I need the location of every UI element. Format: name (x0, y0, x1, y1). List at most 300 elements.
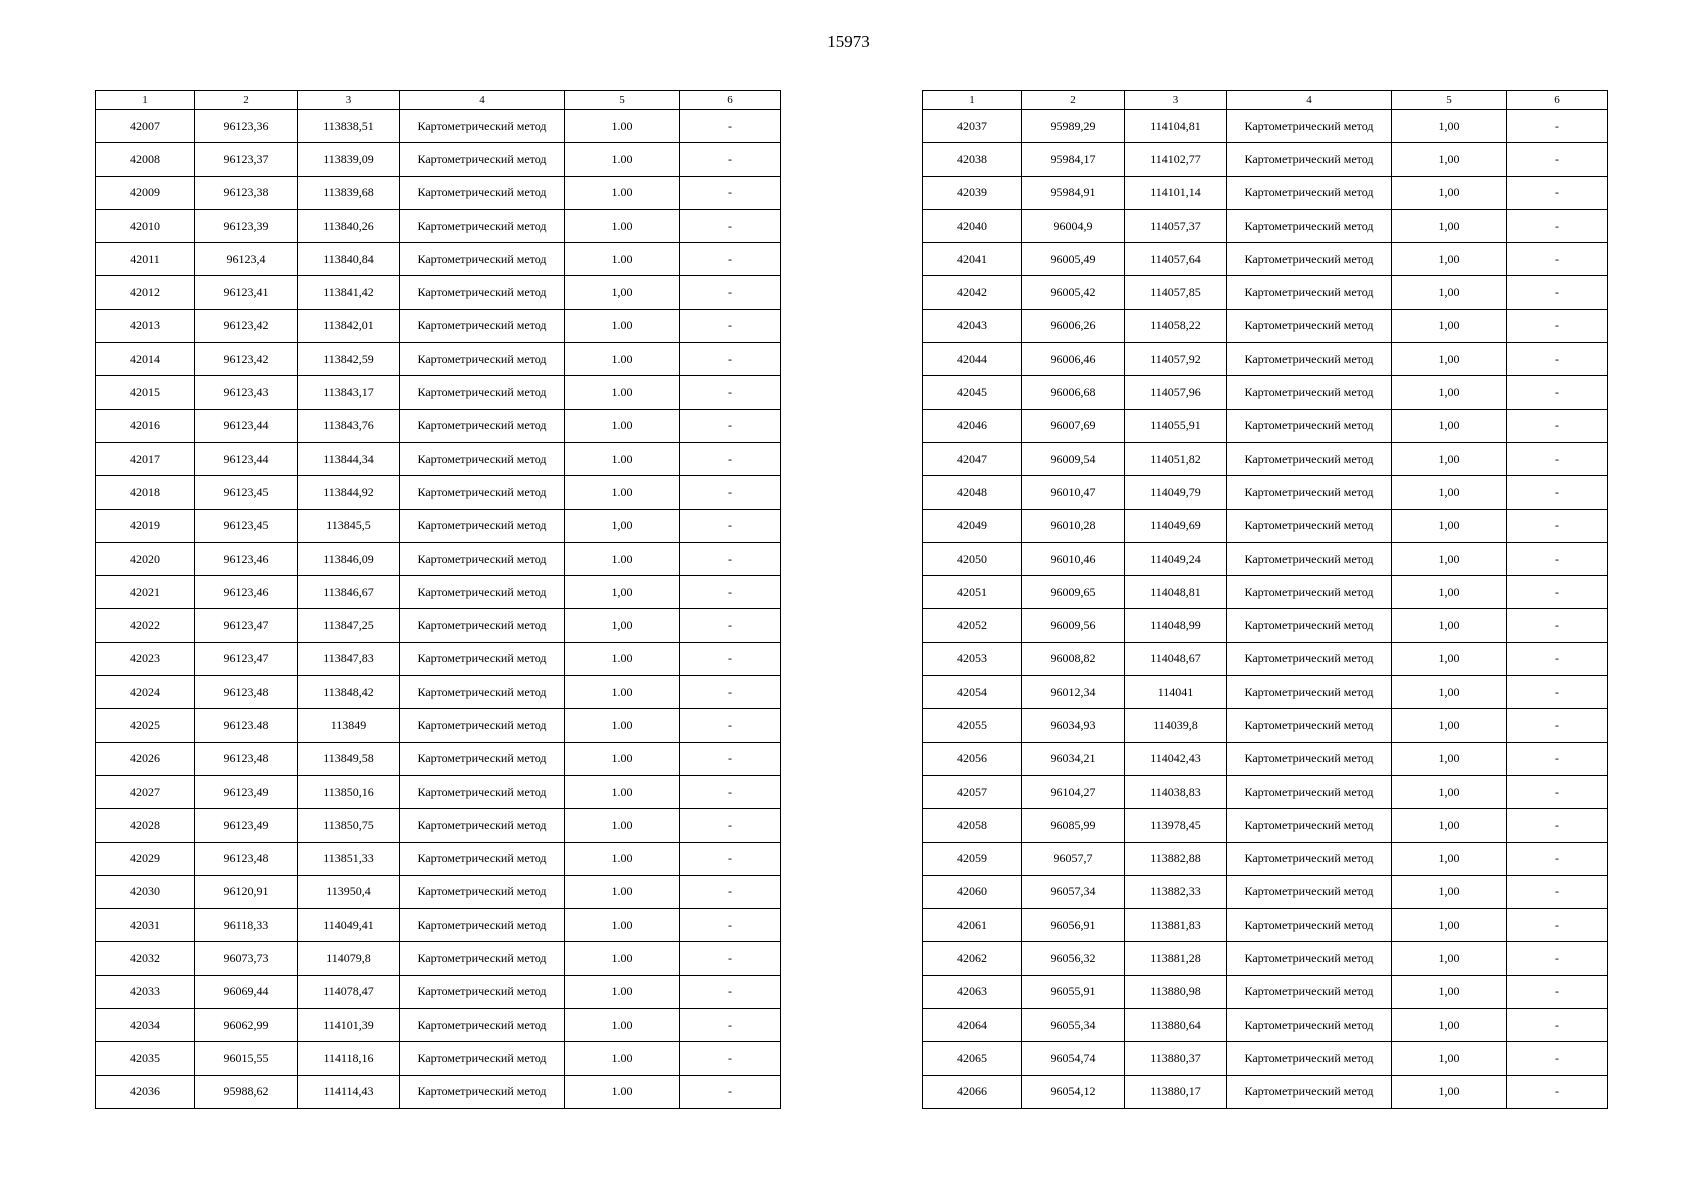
x-coordinate-cell: 96123,48 (195, 742, 298, 775)
point-number-cell: 42060 (923, 875, 1022, 908)
table-row (96, 909, 781, 942)
y-coordinate-cell: 114049,24 (1125, 542, 1227, 575)
table-row (96, 509, 781, 542)
description-cell: - (1507, 942, 1608, 975)
table-row (96, 542, 781, 575)
y-coordinate-cell: 113880,64 (1125, 1009, 1227, 1042)
x-coordinate-cell: 96009,56 (1022, 609, 1125, 642)
y-coordinate-cell: 113881,28 (1125, 942, 1227, 975)
point-number-cell: 42037 (923, 110, 1022, 143)
method-cell: Картометрический метод (400, 1042, 565, 1075)
description-cell: - (680, 442, 781, 475)
description-cell: - (1507, 409, 1608, 442)
point-number-cell: 42023 (96, 642, 195, 675)
description-cell: - (680, 909, 781, 942)
y-coordinate-cell: 114057,96 (1125, 376, 1227, 409)
accuracy-cell: 1,00 (1392, 542, 1507, 575)
x-coordinate-cell: 96123,43 (195, 376, 298, 409)
y-coordinate-cell: 113845,5 (298, 509, 400, 542)
description-cell: - (680, 642, 781, 675)
method-cell: Картометрический метод (400, 576, 565, 609)
method-cell: Картометрический метод (1227, 676, 1392, 709)
table-row (96, 442, 781, 475)
point-number-cell: 42017 (96, 442, 195, 475)
y-coordinate-cell: 113882,33 (1125, 875, 1227, 908)
y-coordinate-cell: 113849 (298, 709, 400, 742)
column-header: 6 (680, 91, 781, 110)
accuracy-cell: 1.00 (565, 1009, 680, 1042)
table-row (923, 975, 1608, 1008)
y-coordinate-cell: 114038,83 (1125, 775, 1227, 808)
point-number-cell: 42010 (96, 209, 195, 242)
column-header: 2 (1022, 91, 1125, 110)
method-cell: Картометрический метод (1227, 1009, 1392, 1042)
point-number-cell: 42045 (923, 376, 1022, 409)
accuracy-cell: 1,00 (1392, 110, 1507, 143)
table-row (96, 975, 781, 1008)
point-number-cell: 42014 (96, 343, 195, 376)
point-number-cell: 42033 (96, 975, 195, 1008)
table-row (923, 875, 1608, 908)
table-row (96, 676, 781, 709)
table-row (923, 509, 1608, 542)
y-coordinate-cell: 114057,92 (1125, 343, 1227, 376)
table-row (923, 576, 1608, 609)
y-coordinate-cell: 113950,4 (298, 875, 400, 908)
point-number-cell: 42052 (923, 609, 1022, 642)
y-coordinate-cell: 113848,42 (298, 676, 400, 709)
method-cell: Картометрический метод (1227, 576, 1392, 609)
description-cell: - (1507, 775, 1608, 808)
description-cell: - (680, 209, 781, 242)
accuracy-cell: 1,00 (1392, 576, 1507, 609)
accuracy-cell: 1,00 (1392, 609, 1507, 642)
x-coordinate-cell: 96034,93 (1022, 709, 1125, 742)
point-number-cell: 42026 (96, 742, 195, 775)
description-cell: - (680, 542, 781, 575)
point-number-cell: 42066 (923, 1075, 1022, 1108)
x-coordinate-cell: 96123,41 (195, 276, 298, 309)
point-number-cell: 42057 (923, 775, 1022, 808)
accuracy-cell: 1,00 (1392, 709, 1507, 742)
column-header: 4 (1227, 91, 1392, 110)
y-coordinate-cell: 113850,75 (298, 809, 400, 842)
accuracy-cell: 1,00 (1392, 176, 1507, 209)
method-cell: Картометрический метод (1227, 110, 1392, 143)
method-cell: Картометрический метод (400, 875, 565, 908)
table-row (96, 1009, 781, 1042)
description-cell: - (1507, 909, 1608, 942)
accuracy-cell: 1,00 (1392, 942, 1507, 975)
method-cell: Картометрический метод (400, 509, 565, 542)
x-coordinate-cell: 96118,33 (195, 909, 298, 942)
method-cell: Картометрический метод (1227, 809, 1392, 842)
y-coordinate-cell: 113843,76 (298, 409, 400, 442)
x-coordinate-cell: 96054,74 (1022, 1042, 1125, 1075)
x-coordinate-cell: 96123,49 (195, 809, 298, 842)
description-cell: - (1507, 1042, 1608, 1075)
description-cell: - (680, 243, 781, 276)
column-header: 4 (400, 91, 565, 110)
x-coordinate-cell: 96012,34 (1022, 676, 1125, 709)
x-coordinate-cell: 96123,49 (195, 775, 298, 808)
table-row (923, 1009, 1608, 1042)
method-cell: Картометрический метод (400, 309, 565, 342)
method-cell: Картометрический метод (400, 110, 565, 143)
point-number-cell: 42046 (923, 409, 1022, 442)
accuracy-cell: 1,00 (1392, 409, 1507, 442)
point-number-cell: 42007 (96, 110, 195, 143)
method-cell: Картометрический метод (1227, 376, 1392, 409)
point-number-cell: 42013 (96, 309, 195, 342)
table-row (96, 143, 781, 176)
y-coordinate-cell: 113847,83 (298, 642, 400, 675)
description-cell: - (1507, 1075, 1608, 1108)
table-row (923, 1042, 1608, 1075)
x-coordinate-cell: 96123,37 (195, 143, 298, 176)
y-coordinate-cell: 114118,16 (298, 1042, 400, 1075)
method-cell: Картометрический метод (1227, 143, 1392, 176)
x-coordinate-cell: 96056,91 (1022, 909, 1125, 942)
accuracy-cell: 1,00 (1392, 343, 1507, 376)
y-coordinate-cell: 114041 (1125, 676, 1227, 709)
accuracy-cell: 1,00 (1392, 775, 1507, 808)
x-coordinate-cell: 96004,9 (1022, 209, 1125, 242)
y-coordinate-cell: 114048,81 (1125, 576, 1227, 609)
method-cell: Картометрический метод (400, 542, 565, 575)
method-cell: Картометрический метод (1227, 542, 1392, 575)
accuracy-cell: 1.00 (565, 442, 680, 475)
method-cell: Картометрический метод (400, 709, 565, 742)
y-coordinate-cell: 113846,67 (298, 576, 400, 609)
accuracy-cell: 1.00 (565, 742, 680, 775)
description-cell: - (680, 143, 781, 176)
y-coordinate-cell: 113882,88 (1125, 842, 1227, 875)
description-cell: - (1507, 709, 1608, 742)
description-cell: - (680, 775, 781, 808)
method-cell: Картометрический метод (1227, 642, 1392, 675)
point-number-cell: 42034 (96, 1009, 195, 1042)
point-number-cell: 42031 (96, 909, 195, 942)
table-row (96, 742, 781, 775)
description-cell: - (1507, 343, 1608, 376)
method-cell: Картометрический метод (1227, 609, 1392, 642)
x-coordinate-cell: 96123,48 (195, 676, 298, 709)
description-cell: - (1507, 975, 1608, 1008)
description-cell: - (680, 176, 781, 209)
x-coordinate-cell: 96123,36 (195, 110, 298, 143)
accuracy-cell: 1,00 (1392, 809, 1507, 842)
y-coordinate-cell: 113881,83 (1125, 909, 1227, 942)
description-cell: - (1507, 509, 1608, 542)
x-coordinate-cell: 96123,42 (195, 309, 298, 342)
table-row (923, 909, 1608, 942)
column-header: 5 (565, 91, 680, 110)
table-row (96, 476, 781, 509)
accuracy-cell: 1,00 (1392, 875, 1507, 908)
point-number-cell: 42047 (923, 442, 1022, 475)
description-cell: - (1507, 1009, 1608, 1042)
x-coordinate-cell: 96057,7 (1022, 842, 1125, 875)
x-coordinate-cell: 96123,44 (195, 409, 298, 442)
accuracy-cell: 1.00 (565, 1042, 680, 1075)
description-cell: - (680, 409, 781, 442)
method-cell: Картометрический метод (1227, 975, 1392, 1008)
y-coordinate-cell: 114042,43 (1125, 742, 1227, 775)
method-cell: Картометрический метод (1227, 909, 1392, 942)
accuracy-cell: 1.00 (565, 809, 680, 842)
point-number-cell: 42044 (923, 343, 1022, 376)
table-row (923, 809, 1608, 842)
description-cell: - (680, 343, 781, 376)
point-number-cell: 42030 (96, 875, 195, 908)
y-coordinate-cell: 114049,41 (298, 909, 400, 942)
table-row (923, 209, 1608, 242)
column-header: 2 (195, 91, 298, 110)
accuracy-cell: 1,00 (1392, 1009, 1507, 1042)
x-coordinate-cell: 96057,34 (1022, 875, 1125, 908)
point-number-cell: 42028 (96, 809, 195, 842)
accuracy-cell: 1.00 (565, 376, 680, 409)
x-coordinate-cell: 96006,46 (1022, 343, 1125, 376)
y-coordinate-cell: 114058,22 (1125, 309, 1227, 342)
description-cell: - (1507, 442, 1608, 475)
point-number-cell: 42019 (96, 509, 195, 542)
method-cell: Картометрический метод (400, 609, 565, 642)
table-row (96, 209, 781, 242)
table-row (96, 309, 781, 342)
y-coordinate-cell: 114057,37 (1125, 209, 1227, 242)
table-row (96, 110, 781, 143)
accuracy-cell: 1.00 (565, 775, 680, 808)
description-cell: - (680, 509, 781, 542)
y-coordinate-cell: 113850,16 (298, 775, 400, 808)
method-cell: Картометрический метод (1227, 343, 1392, 376)
point-number-cell: 42058 (923, 809, 1022, 842)
coordinates-table-right (922, 90, 1608, 1109)
accuracy-cell: 1,00 (1392, 676, 1507, 709)
y-coordinate-cell: 114049,69 (1125, 509, 1227, 542)
y-coordinate-cell: 113841,42 (298, 276, 400, 309)
method-cell: Картометрический метод (400, 409, 565, 442)
x-coordinate-cell: 96010,46 (1022, 542, 1125, 575)
point-number-cell: 42055 (923, 709, 1022, 742)
method-cell: Картометрический метод (1227, 509, 1392, 542)
accuracy-cell: 1.00 (565, 209, 680, 242)
accuracy-cell: 1,00 (1392, 842, 1507, 875)
x-coordinate-cell: 96123,47 (195, 609, 298, 642)
y-coordinate-cell: 113839,09 (298, 143, 400, 176)
x-coordinate-cell: 96073,73 (195, 942, 298, 975)
y-coordinate-cell: 113851,33 (298, 842, 400, 875)
column-header: 1 (923, 91, 1022, 110)
y-coordinate-cell: 114048,99 (1125, 609, 1227, 642)
accuracy-cell: 1,00 (565, 609, 680, 642)
point-number-cell: 42016 (96, 409, 195, 442)
y-coordinate-cell: 114102,77 (1125, 143, 1227, 176)
accuracy-cell: 1,00 (1392, 909, 1507, 942)
method-cell: Картометрический метод (400, 909, 565, 942)
method-cell: Картометрический метод (400, 642, 565, 675)
table-row (96, 576, 781, 609)
accuracy-cell: 1.00 (565, 909, 680, 942)
table-row (923, 309, 1608, 342)
y-coordinate-cell: 113839,68 (298, 176, 400, 209)
table-row (923, 709, 1608, 742)
point-number-cell: 42008 (96, 143, 195, 176)
table-row (923, 276, 1608, 309)
y-coordinate-cell: 113838,51 (298, 110, 400, 143)
y-coordinate-cell: 113844,34 (298, 442, 400, 475)
y-coordinate-cell: 114039,8 (1125, 709, 1227, 742)
description-cell: - (1507, 476, 1608, 509)
x-coordinate-cell: 96034,21 (1022, 742, 1125, 775)
description-cell: - (680, 942, 781, 975)
point-number-cell: 42035 (96, 1042, 195, 1075)
x-coordinate-cell: 96120,91 (195, 875, 298, 908)
description-cell: - (680, 476, 781, 509)
point-number-cell: 42021 (96, 576, 195, 609)
accuracy-cell: 1.00 (565, 476, 680, 509)
y-coordinate-cell: 113880,98 (1125, 975, 1227, 1008)
x-coordinate-cell: 96062,99 (195, 1009, 298, 1042)
accuracy-cell: 1,00 (1392, 243, 1507, 276)
point-number-cell: 42022 (96, 609, 195, 642)
x-coordinate-cell: 96005,42 (1022, 276, 1125, 309)
y-coordinate-cell: 113843,17 (298, 376, 400, 409)
method-cell: Картометрический метод (1227, 742, 1392, 775)
description-cell: - (1507, 542, 1608, 575)
table-row (96, 809, 781, 842)
method-cell: Картометрический метод (1227, 709, 1392, 742)
description-cell: - (680, 676, 781, 709)
method-cell: Картометрический метод (400, 276, 565, 309)
x-coordinate-cell: 96085,99 (1022, 809, 1125, 842)
point-number-cell: 42063 (923, 975, 1022, 1008)
x-coordinate-cell: 96008,82 (1022, 642, 1125, 675)
accuracy-cell: 1.00 (565, 842, 680, 875)
point-number-cell: 42054 (923, 676, 1022, 709)
x-coordinate-cell: 96123,46 (195, 542, 298, 575)
table-row (923, 942, 1608, 975)
column-header: 6 (1507, 91, 1608, 110)
point-number-cell: 42039 (923, 176, 1022, 209)
table-row (96, 775, 781, 808)
point-number-cell: 42027 (96, 775, 195, 808)
x-coordinate-cell: 96007,69 (1022, 409, 1125, 442)
point-number-cell: 42053 (923, 642, 1022, 675)
point-number-cell: 42012 (96, 276, 195, 309)
method-cell: Картометрический метод (1227, 875, 1392, 908)
accuracy-cell: 1.00 (565, 642, 680, 675)
description-cell: - (680, 975, 781, 1008)
accuracy-cell: 1.00 (565, 110, 680, 143)
column-header: 3 (1125, 91, 1227, 110)
method-cell: Картометрический метод (1227, 209, 1392, 242)
y-coordinate-cell: 113846,09 (298, 542, 400, 575)
table-header-row (96, 91, 781, 110)
point-number-cell: 42018 (96, 476, 195, 509)
x-coordinate-cell: 96123.48 (195, 709, 298, 742)
description-cell: - (1507, 842, 1608, 875)
point-number-cell: 42042 (923, 276, 1022, 309)
x-coordinate-cell: 96123,38 (195, 176, 298, 209)
table-row (923, 143, 1608, 176)
description-cell: - (1507, 809, 1608, 842)
y-coordinate-cell: 114057,85 (1125, 276, 1227, 309)
y-coordinate-cell: 114104,81 (1125, 110, 1227, 143)
x-coordinate-cell: 96006,26 (1022, 309, 1125, 342)
point-number-cell: 42015 (96, 376, 195, 409)
y-coordinate-cell: 114101,39 (298, 1009, 400, 1042)
accuracy-cell: 1.00 (565, 309, 680, 342)
point-number-cell: 42020 (96, 542, 195, 575)
table-row (923, 609, 1608, 642)
table-row (96, 1075, 781, 1108)
description-cell: - (1507, 276, 1608, 309)
table-header-row (923, 91, 1608, 110)
y-coordinate-cell: 113840,26 (298, 209, 400, 242)
accuracy-cell: 1,00 (565, 276, 680, 309)
column-header: 1 (96, 91, 195, 110)
method-cell: Картометрический метод (400, 742, 565, 775)
column-header: 5 (1392, 91, 1507, 110)
y-coordinate-cell: 113842,59 (298, 343, 400, 376)
accuracy-cell: 1,00 (1392, 975, 1507, 1008)
description-cell: - (1507, 243, 1608, 276)
method-cell: Картометрический метод (400, 975, 565, 1008)
point-number-cell: 42025 (96, 709, 195, 742)
x-coordinate-cell: 95988,62 (195, 1075, 298, 1108)
accuracy-cell: 1.00 (565, 942, 680, 975)
accuracy-cell: 1,00 (1392, 476, 1507, 509)
table-row (96, 642, 781, 675)
x-coordinate-cell: 96006,68 (1022, 376, 1125, 409)
description-cell: - (1507, 209, 1608, 242)
method-cell: Картометрический метод (1227, 309, 1392, 342)
y-coordinate-cell: 114051,82 (1125, 442, 1227, 475)
description-cell: - (1507, 609, 1608, 642)
method-cell: Картометрический метод (400, 809, 565, 842)
page-number: 15973 (827, 32, 870, 51)
accuracy-cell: 1,00 (1392, 276, 1507, 309)
description-cell: - (1507, 143, 1608, 176)
description-cell: - (680, 1075, 781, 1108)
method-cell: Картометрический метод (400, 775, 565, 808)
y-coordinate-cell: 113978,45 (1125, 809, 1227, 842)
method-cell: Картометрический метод (1227, 243, 1392, 276)
x-coordinate-cell: 96123,46 (195, 576, 298, 609)
accuracy-cell: 1,00 (565, 576, 680, 609)
description-cell: - (1507, 642, 1608, 675)
x-coordinate-cell: 96123,45 (195, 476, 298, 509)
accuracy-cell: 1,00 (1392, 642, 1507, 675)
table-row (923, 243, 1608, 276)
table-row (96, 376, 781, 409)
table-row (96, 942, 781, 975)
description-cell: - (680, 110, 781, 143)
accuracy-cell: 1,00 (1392, 742, 1507, 775)
table-row (96, 409, 781, 442)
description-cell: - (680, 809, 781, 842)
table-row (96, 243, 781, 276)
table-row (96, 609, 781, 642)
method-cell: Картометрический метод (400, 1075, 565, 1108)
x-coordinate-cell: 96054,12 (1022, 1075, 1125, 1108)
x-coordinate-cell: 96010,47 (1022, 476, 1125, 509)
description-cell: - (680, 309, 781, 342)
method-cell: Картометрический метод (1227, 176, 1392, 209)
